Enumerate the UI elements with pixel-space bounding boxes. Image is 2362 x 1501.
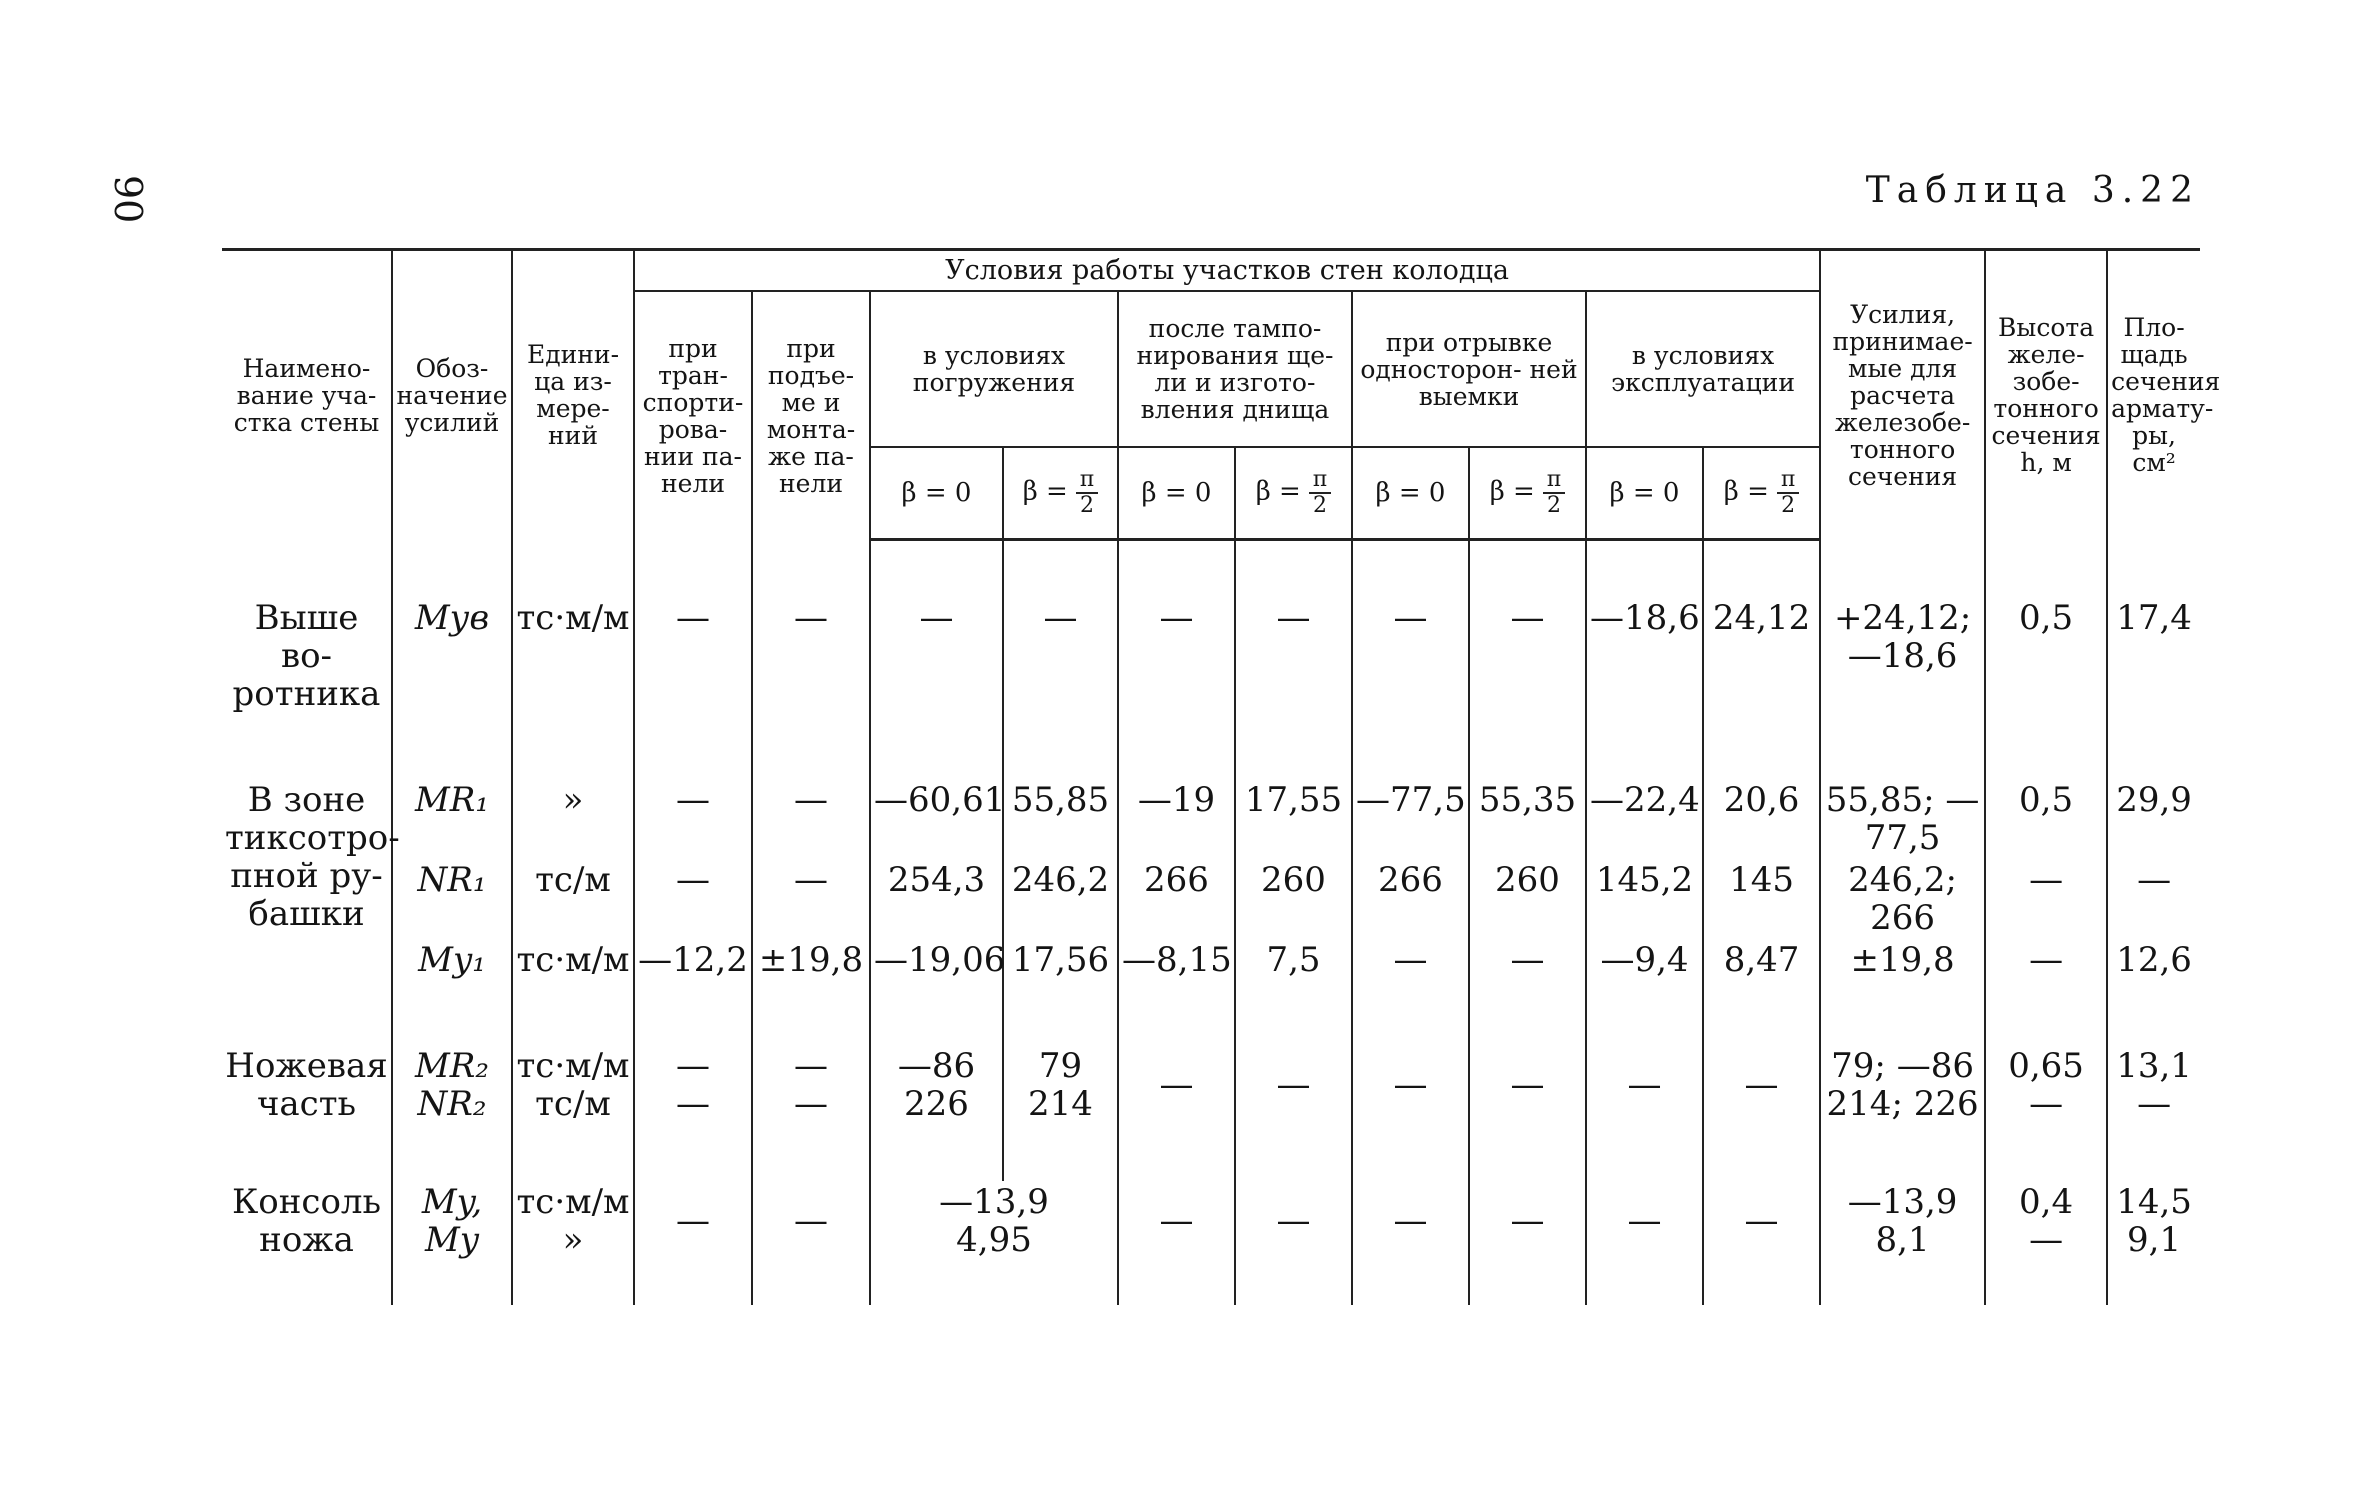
- row-unit: тс·м/м: [512, 939, 634, 981]
- cell-transport: —: [634, 779, 752, 859]
- cell-immersion-merged: —13,9 4,95: [870, 1181, 1118, 1261]
- cell-op-bpi: 8,47: [1703, 939, 1820, 981]
- cell-imm-bpi: 55,85: [1003, 779, 1118, 859]
- row-symbol: MR₁: [392, 779, 512, 859]
- cell-imm-bpi: 79 214: [1003, 1045, 1118, 1125]
- table-row: [222, 1181, 2200, 1261]
- cell-exc-bpi: —: [1469, 939, 1586, 981]
- cell-exc-b0: —: [1352, 939, 1469, 981]
- cell-lifting: —: [752, 597, 870, 715]
- cell-design: ±19,8: [1820, 939, 1985, 981]
- cell-exc-bpi: 55,35: [1469, 779, 1586, 859]
- cell-height: —: [1985, 859, 2107, 939]
- cell-height: 0,4 —: [1985, 1181, 2107, 1261]
- row-unit: тс/м: [512, 859, 634, 939]
- cell-imm-b0: —19,06: [870, 939, 1003, 981]
- cell-imm-b0: —: [870, 597, 1003, 715]
- cell-exc-b0: —77,5: [1352, 779, 1469, 859]
- header-exc-beta-zero: β = 0: [1352, 447, 1469, 540]
- cell-imm-b0: 254,3: [870, 859, 1003, 939]
- spacer-row: [222, 715, 2200, 779]
- spacer-row: [222, 981, 2200, 1045]
- cell-op-bpi: 24,12: [1703, 597, 1820, 715]
- table-row: [222, 597, 2200, 715]
- cell-exc-bpi: —: [1469, 597, 1586, 715]
- cell-area: —: [2107, 859, 2200, 939]
- cell-op-b0: —: [1586, 1181, 1703, 1261]
- cell-transport: — —: [634, 1045, 752, 1125]
- cell-tamp-bpi: —: [1235, 1181, 1352, 1261]
- header-symbol: Обоз- начение усилий: [392, 250, 512, 540]
- row-name: Выше во- ротника: [222, 597, 392, 715]
- row-symbol: My₁: [392, 939, 512, 981]
- header-design-forces: Усилия, принимае- мые для расчета железобе- тонного сечения: [1820, 250, 1985, 540]
- header-name: Наимено- вание уча- стка стены: [222, 250, 392, 540]
- cell-area: 14,5 9,1: [2107, 1181, 2200, 1261]
- cell-tamp-b0: —19: [1118, 779, 1235, 859]
- cell-op-b0: —: [1586, 1045, 1703, 1125]
- cell-design: 246,2; 266: [1820, 859, 1985, 939]
- cell-lifting: —: [752, 859, 870, 939]
- header-group: Условия работы участков стен колодца: [634, 250, 1820, 292]
- table-row: [222, 779, 2200, 859]
- row-symbol-pair: My, My: [392, 1181, 512, 1261]
- cell-imm-bpi: 246,2: [1003, 859, 1118, 939]
- table-row: [222, 859, 2200, 939]
- cell-tamp-b0: —: [1118, 1181, 1235, 1261]
- cell-imm-bpi: 17,56: [1003, 939, 1118, 981]
- cell-exc-bpi: —: [1469, 1181, 1586, 1261]
- cell-tamp-bpi: 7,5: [1235, 939, 1352, 981]
- cell-exc-b0: —: [1352, 1181, 1469, 1261]
- row-unit: тс·м/м: [512, 597, 634, 715]
- page-number: 90: [106, 175, 150, 224]
- cell-op-bpi: —: [1703, 1045, 1820, 1125]
- cell-transport: —: [634, 859, 752, 939]
- cell-op-bpi: —: [1703, 1181, 1820, 1261]
- spacer-row: [222, 1125, 2200, 1181]
- row-name: Консоль ножа: [222, 1181, 392, 1261]
- cell-tamp-b0: —: [1118, 1045, 1235, 1125]
- row-symbol: NR₁: [392, 859, 512, 939]
- row-symbol-pair: MR₂ NR₂: [392, 1045, 512, 1125]
- cell-tamp-bpi: 17,55: [1235, 779, 1352, 859]
- spacer-row: [222, 540, 2200, 598]
- forces-table: [222, 248, 2221, 1305]
- cell-tamp-bpi: 260: [1235, 859, 1352, 939]
- header-lifting: при подъе- ме и монта- же па- нели: [752, 291, 870, 540]
- cell-height: 0,5: [1985, 597, 2107, 715]
- header-imm-beta-pi: β = $\frac{\pi}{2}$: [1003, 447, 1118, 540]
- cell-area: 17,4: [2107, 597, 2200, 715]
- table-row: [222, 1045, 2200, 1125]
- cell-tamp-b0: 266: [1118, 859, 1235, 939]
- spacer-row: [222, 1261, 2200, 1305]
- header-tamp-beta-pi: β = $\frac{\pi}{2}$: [1235, 447, 1352, 540]
- cell-design: 55,85; —77,5: [1820, 779, 1985, 859]
- header-unit: Едини- ца из- мере- ний: [512, 250, 634, 540]
- cell-tamp-bpi: —: [1235, 597, 1352, 715]
- header-height: Высота желе- зобе- тонного сечения h, м: [1985, 250, 2107, 540]
- row-unit-pair: тс·м/м тс/м: [512, 1045, 634, 1125]
- cell-lifting: — —: [752, 1045, 870, 1125]
- cell-transport: —12,2: [634, 939, 752, 981]
- cell-exc-b0: —: [1352, 1045, 1469, 1125]
- cell-lifting: —: [752, 1181, 870, 1261]
- cell-imm-bpi: —: [1003, 597, 1118, 715]
- cell-op-b0: 145,2: [1586, 859, 1703, 939]
- header-imm-beta-zero: β = 0: [870, 447, 1003, 540]
- cell-area: 12,6: [2107, 939, 2200, 981]
- header-transport: при тран- спорти- рова- нии па- нели: [634, 291, 752, 540]
- cell-exc-bpi: —: [1469, 1045, 1586, 1125]
- table-row: [222, 939, 2200, 981]
- table-caption: Таблица 3.22: [1865, 170, 2200, 211]
- cell-height: 0,5: [1985, 779, 2107, 859]
- cell-height: 0,65 —: [1985, 1045, 2107, 1125]
- cell-tamp-b0: —: [1118, 597, 1235, 715]
- cell-op-b0: —22,4: [1586, 779, 1703, 859]
- cell-area: 29,9: [2107, 779, 2200, 859]
- header-immersion: в условиях погружения: [870, 291, 1118, 447]
- header-tamponing: после тампо- нирования ще- ли и изгото- вления днища: [1118, 291, 1352, 447]
- cell-lifting: ±19,8: [752, 939, 870, 981]
- row-name: Ножевая часть: [222, 1045, 392, 1125]
- cell-area: 13,1 —: [2107, 1045, 2200, 1125]
- cell-tamp-b0: —8,15: [1118, 939, 1235, 981]
- cell-lifting: —: [752, 779, 870, 859]
- row-unit: »: [512, 779, 634, 859]
- header-excavation: при отрывке односторон- ней выемки: [1352, 291, 1586, 447]
- cell-tamp-bpi: —: [1235, 1045, 1352, 1125]
- cell-design: —13,9 8,1: [1820, 1181, 1985, 1261]
- header-area: Пло- щадь сечения армату- ры, см²: [2107, 250, 2200, 540]
- cell-imm-b0: —60,61: [870, 779, 1003, 859]
- cell-design: +24,12; —18,6: [1820, 597, 1985, 715]
- cell-op-b0: —18,6: [1586, 597, 1703, 715]
- cell-op-b0: —9,4: [1586, 939, 1703, 981]
- cell-imm-b0: —86 226: [870, 1045, 1003, 1125]
- row-symbol: Mув: [392, 597, 512, 715]
- cell-op-bpi: 20,6: [1703, 779, 1820, 859]
- cell-exc-bpi: 260: [1469, 859, 1586, 939]
- header-tamp-beta-zero: β = 0: [1118, 447, 1235, 540]
- header-op-beta-pi: β = $\frac{\pi}{2}$: [1703, 447, 1820, 540]
- header-exc-beta-pi: β = $\frac{\pi}{2}$: [1469, 447, 1586, 540]
- cell-op-bpi: 145: [1703, 859, 1820, 939]
- row-unit-pair: тс·м/м »: [512, 1181, 634, 1261]
- header-operation: в условиях эксплуатации: [1586, 291, 1820, 447]
- cell-height: —: [1985, 939, 2107, 981]
- header-row-1: [222, 250, 2200, 292]
- cell-design: 79; —86 214; 226: [1820, 1045, 1985, 1125]
- cell-exc-b0: 266: [1352, 859, 1469, 939]
- header-op-beta-zero: β = 0: [1586, 447, 1703, 540]
- cell-transport: —: [634, 1181, 752, 1261]
- cell-transport: —: [634, 597, 752, 715]
- cell-exc-b0: —: [1352, 597, 1469, 715]
- row-name: В зоне тиксотро- пной ру- башки: [222, 779, 392, 981]
